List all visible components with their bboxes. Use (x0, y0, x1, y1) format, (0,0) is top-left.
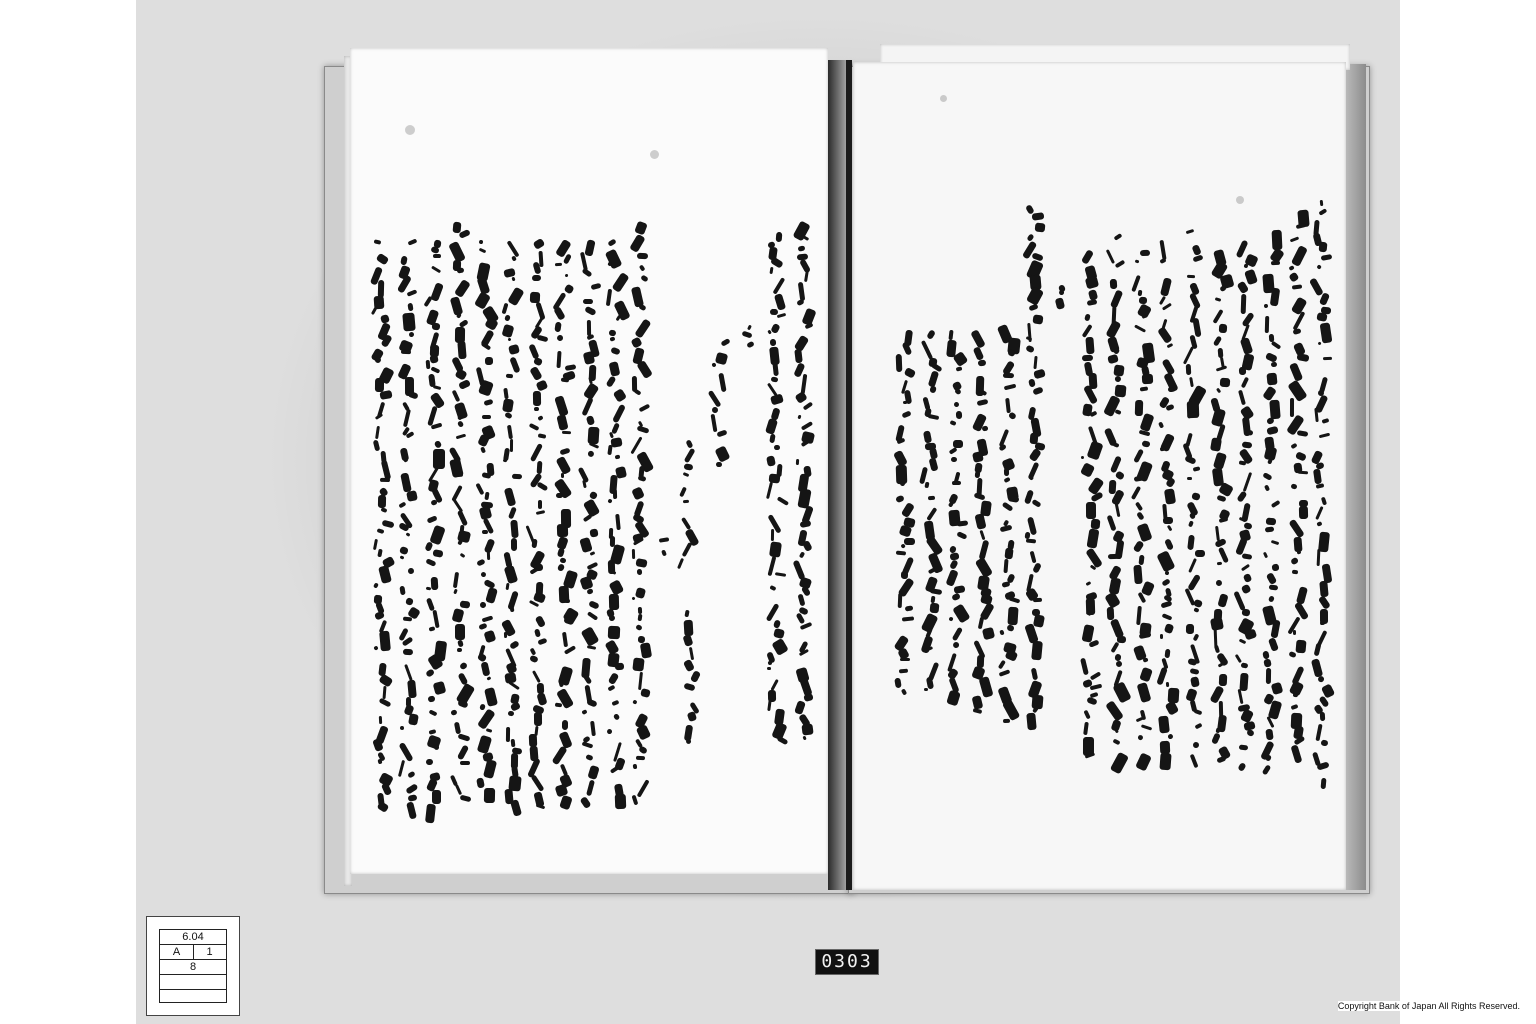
script-stroke (510, 439, 513, 452)
script-stroke (638, 636, 645, 643)
script-stroke (955, 366, 961, 371)
script-stroke (683, 499, 690, 503)
script-stroke (562, 720, 568, 730)
script-stroke (1238, 366, 1245, 374)
script-stroke (1186, 624, 1194, 634)
script-stroke (504, 632, 507, 638)
script-stroke (770, 376, 778, 382)
script-stroke (1298, 506, 1307, 519)
script-stroke (900, 658, 910, 661)
script-stroke (1195, 550, 1205, 557)
script-stroke (1239, 744, 1248, 750)
script-stroke (1140, 250, 1150, 256)
script-stroke (485, 357, 493, 365)
script-stroke (1033, 598, 1042, 602)
script-stroke (1298, 470, 1308, 474)
script-stroke (1241, 608, 1250, 616)
script-stroke (1265, 517, 1276, 525)
script-stroke (1318, 242, 1327, 253)
book-gutter-line (846, 60, 852, 890)
script-stroke (1240, 294, 1246, 314)
script-stroke (1264, 316, 1268, 334)
label-volume: 1 (206, 946, 213, 958)
archive-label (146, 916, 240, 1016)
script-stroke (1133, 565, 1142, 584)
script-stroke (769, 339, 776, 346)
script-stroke (1034, 222, 1045, 232)
script-stroke (510, 519, 518, 537)
script-stroke (1110, 279, 1118, 289)
book-fore-edge-right (1346, 64, 1366, 890)
script-stroke (1115, 384, 1127, 397)
right-page (853, 62, 1346, 890)
left-page (350, 48, 828, 874)
script-stroke (378, 279, 385, 297)
page-stain (405, 125, 415, 135)
script-stroke (951, 457, 957, 462)
script-stroke (431, 577, 439, 590)
script-stroke (1187, 274, 1195, 278)
script-stroke (1319, 621, 1324, 625)
script-stroke (982, 626, 996, 639)
script-stroke (1265, 526, 1275, 532)
script-stroke (1268, 584, 1277, 590)
script-stroke (769, 541, 782, 557)
script-stroke (1186, 364, 1191, 376)
script-stroke (534, 712, 542, 726)
script-stroke (637, 569, 642, 575)
script-stroke (532, 275, 541, 281)
script-stroke (557, 524, 569, 537)
script-stroke (487, 551, 491, 560)
script-stroke (952, 481, 961, 485)
script-stroke (1164, 649, 1170, 658)
script-stroke (1269, 333, 1274, 341)
script-stroke (896, 354, 903, 372)
script-stroke (1163, 517, 1173, 525)
label-number: 6.04 (182, 931, 204, 943)
label-number-row (160, 930, 226, 945)
page-stain (650, 150, 659, 159)
script-stroke (432, 790, 441, 804)
script-stroke (457, 341, 467, 360)
script-stroke (565, 599, 570, 603)
script-stroke (608, 615, 614, 622)
script-stroke (636, 756, 646, 760)
script-stroke (407, 680, 417, 699)
script-stroke (1091, 519, 1100, 530)
script-stroke (454, 624, 464, 640)
script-stroke (1271, 260, 1280, 264)
script-stroke (560, 377, 568, 382)
script-stroke (1290, 398, 1294, 417)
script-stroke (1215, 580, 1222, 586)
script-stroke (632, 658, 644, 672)
script-stroke (511, 538, 517, 551)
script-stroke (562, 430, 571, 434)
script-stroke (1271, 230, 1282, 250)
script-stroke (614, 454, 619, 458)
script-stroke (1319, 580, 1328, 597)
script-stroke (974, 471, 979, 478)
script-stroke (556, 351, 561, 368)
script-stroke (1319, 712, 1325, 721)
script-stroke (508, 710, 514, 716)
script-stroke (683, 619, 693, 635)
script-stroke (1082, 355, 1094, 362)
script-stroke (904, 538, 915, 546)
label-series: A (172, 946, 181, 958)
script-stroke (1003, 373, 1014, 378)
script-stroke (583, 299, 593, 304)
script-stroke (640, 688, 650, 698)
archive-label-grid (159, 929, 227, 1003)
script-stroke (561, 473, 564, 479)
script-stroke (1240, 662, 1248, 668)
script-stroke (1219, 378, 1230, 388)
label-series-row (160, 945, 226, 960)
script-stroke (1265, 729, 1273, 741)
frame-number: 0303 (815, 949, 879, 975)
script-stroke (1107, 607, 1114, 620)
script-stroke (1032, 314, 1043, 324)
script-stroke (1271, 563, 1279, 571)
script-stroke (770, 308, 779, 314)
script-stroke (1218, 674, 1226, 687)
script-stroke (955, 411, 961, 419)
script-stroke (929, 603, 939, 613)
script-stroke (1267, 372, 1278, 385)
script-stroke (403, 649, 413, 655)
script-stroke (1265, 668, 1270, 684)
script-stroke (613, 489, 617, 499)
script-stroke (1108, 554, 1120, 560)
script-stroke (405, 597, 413, 605)
script-stroke (484, 788, 495, 803)
script-stroke (460, 600, 470, 608)
script-stroke (506, 373, 513, 378)
script-stroke (928, 495, 936, 499)
script-stroke (1086, 502, 1096, 519)
script-stroke (1113, 364, 1124, 376)
script-stroke (1026, 713, 1036, 731)
script-stroke (533, 391, 542, 406)
script-stroke (639, 643, 651, 660)
script-stroke (615, 793, 626, 809)
script-stroke (1160, 447, 1166, 452)
script-stroke (615, 663, 624, 671)
script-stroke (716, 461, 722, 467)
label-empty-row (160, 990, 226, 1004)
script-stroke (512, 474, 522, 479)
script-stroke (1142, 373, 1153, 384)
label-item: 8 (189, 961, 197, 973)
script-stroke (460, 761, 470, 765)
script-stroke (637, 253, 648, 259)
script-stroke (1316, 312, 1327, 322)
script-stroke (772, 360, 779, 377)
script-stroke (402, 313, 415, 332)
script-stroke (379, 631, 391, 652)
script-stroke (1160, 634, 1163, 639)
page-stain (1236, 196, 1244, 204)
script-stroke (403, 616, 413, 621)
script-stroke (1003, 719, 1010, 723)
label-item-row (160, 960, 226, 975)
script-stroke (1115, 653, 1121, 660)
copyright-notice: Copyright Bank of Japan All Rights Reserved. (1337, 1001, 1520, 1011)
script-stroke (767, 667, 771, 670)
script-stroke (426, 759, 433, 765)
script-stroke (1296, 640, 1307, 653)
script-stroke (401, 350, 411, 354)
script-stroke (1294, 537, 1303, 552)
script-stroke (375, 378, 384, 392)
label-empty-row (160, 975, 226, 990)
page-stain (940, 95, 947, 102)
script-stroke (482, 414, 491, 418)
script-stroke (533, 407, 539, 411)
script-stroke (538, 500, 542, 509)
script-stroke (1008, 607, 1019, 626)
script-stroke (377, 759, 382, 765)
script-stroke (801, 723, 813, 735)
script-stroke (1160, 753, 1173, 771)
script-stroke (1135, 400, 1143, 416)
script-stroke (608, 626, 620, 639)
script-stroke (1004, 467, 1009, 475)
script-stroke (380, 478, 390, 482)
